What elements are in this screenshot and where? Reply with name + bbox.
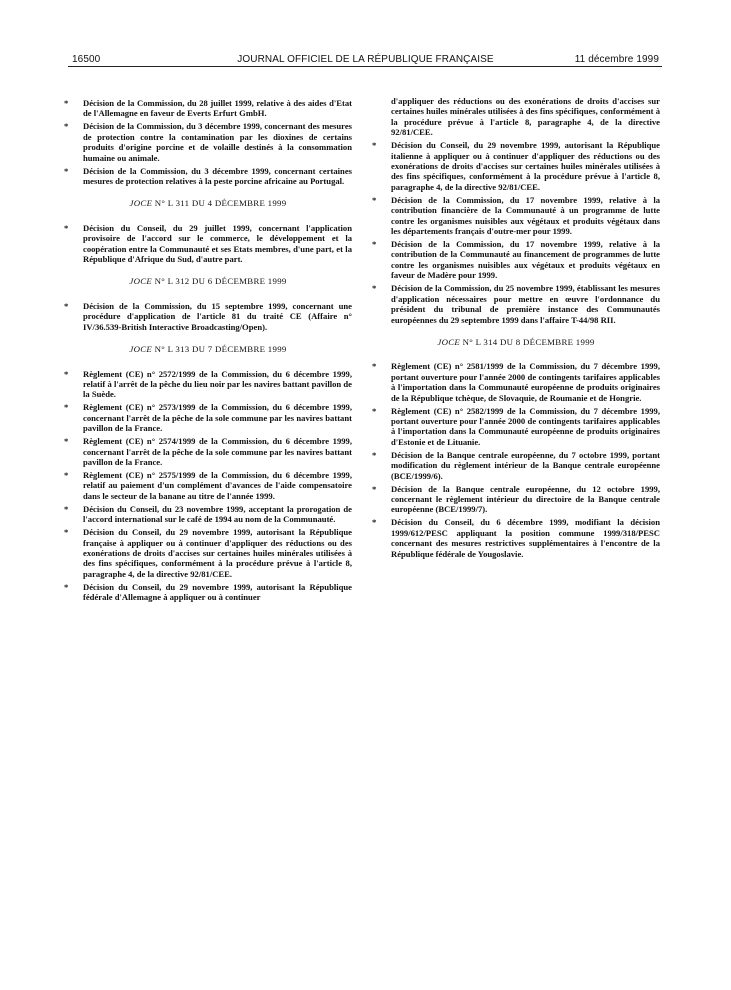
list-bullet: * bbox=[64, 436, 69, 447]
list-bullet: * bbox=[372, 483, 377, 494]
list-item bbox=[64, 98, 352, 119]
list-bullet: * bbox=[372, 194, 377, 205]
list-item bbox=[372, 361, 660, 403]
header-rule bbox=[68, 66, 662, 67]
list-item-text: Décision de la Commission, du 3 décembre 1999, concernant certaines mesures de protection relatives à la peste porcine africaine au Portugal. bbox=[83, 165, 352, 187]
list-item bbox=[64, 470, 352, 501]
section-heading bbox=[372, 337, 660, 347]
list-item-text: d'appliquer des réductions ou des exonérations de droits d'accises sur certaines huiles minérales utilisées à des fins spécifiques, conformément à la procédure prévue à l'article 8, paragraphe 4, de la directive 92/81/CEE. bbox=[391, 96, 660, 138]
list-bullet: * bbox=[372, 283, 377, 294]
list-item bbox=[372, 450, 660, 481]
list-bullet: * bbox=[372, 140, 377, 151]
list-item bbox=[372, 517, 660, 559]
section-heading bbox=[64, 198, 352, 208]
list-item bbox=[64, 436, 352, 467]
list-bullet: * bbox=[64, 503, 69, 514]
list-bullet: * bbox=[372, 449, 377, 460]
section-issue-label: N° L 313 DU 7 DÉCEMBRE 1999 bbox=[154, 344, 287, 355]
list-item-text: Décision de la Banque centrale européenne, du 7 octobre 1999, portant modification du règlement intérieur de la Banque centrale européenne (BCE/1999/6). bbox=[391, 449, 660, 481]
section-joce-label: JOCE bbox=[129, 276, 153, 287]
list-item bbox=[64, 504, 352, 525]
list-item bbox=[64, 223, 352, 265]
list-bullet: * bbox=[64, 300, 69, 311]
list-item-text: Décision du Conseil, du 23 novembre 1999, acceptant la prorogation de l'accord international sur le café de 1994 au nom de la Communauté. bbox=[83, 503, 352, 525]
list-item-text: Règlement (CE) n° 2572/1999 de la Commission, du 6 décembre 1999, relatif à l'arrêt de la pêche du lieu noir par les navires battant pavillon de la Suède. bbox=[83, 368, 352, 400]
list-bullet: * bbox=[64, 527, 69, 538]
section-issue-label: N° L 312 DU 6 DÉCEMBRE 1999 bbox=[154, 276, 287, 287]
section-issue-label: N° L 311 DU 4 DÉCEMBRE 1999 bbox=[154, 198, 287, 209]
list-bullet: * bbox=[372, 517, 377, 528]
list-item bbox=[64, 121, 352, 163]
list-item bbox=[64, 402, 352, 433]
list-item bbox=[64, 301, 352, 332]
section-heading bbox=[64, 344, 352, 354]
list-item-text: Décision du Conseil, du 29 novembre 1999, autorisant la République fédérale d'Allemagne à appliquer ou à continuer bbox=[83, 581, 352, 603]
list-item-text: Règlement (CE) n° 2582/1999 de la Commission, du 7 décembre 1999, portant ouverture pour l'année 2000 de contingents tarifaires applicables à l'importation dans la Communauté européenne de produits originaires d'Estonie et de Lituanie. bbox=[391, 405, 660, 447]
list-item-text: Décision de la Commission, du 15 septembre 1999, concernant une procédure d'application de l'article 81 du traité CE (Affaire n° IV/36.539-British Interactive Broadcasting/Open). bbox=[83, 300, 352, 332]
list-item-text: Décision du Conseil, du 6 décembre 1999, modifiant la décision 1999/612/PESC appliquant la position commune 1999/318/PESC concernant des mesures restrictives supplémentaires à l'encontre de la République fédérale de Yougoslavie. bbox=[391, 517, 660, 559]
section-heading bbox=[64, 276, 352, 286]
journal-title: JOURNAL OFFICIEL DE LA RÉPUBLIQUE FRANÇAISE bbox=[237, 54, 494, 65]
list-bullet: * bbox=[372, 405, 377, 416]
list-item-text: Décision de la Commission, du 17 novembre 1999, relative à la contribution financière de la Communauté à un programme de lutte contre les organismes nuisibles aux végétaux et produits végétaux dans les départements français d'outre-mer pour 1999. bbox=[391, 194, 660, 237]
list-item bbox=[64, 582, 352, 603]
list-item-text: Règlement (CE) n° 2581/1999 de la Commission, du 7 décembre 1999, portant ouverture pour l'année 2000 de contingents tarifaires applicables à l'importation dans la Communauté européenne de produits originaires de la République tchèque, de Slovaquie, de Roumanie et de Hongrie. bbox=[391, 361, 660, 403]
section-issue-label: N° L 314 DU 8 DÉCEMBRE 1999 bbox=[462, 336, 595, 347]
issue-date: 11 décembre 1999 bbox=[574, 54, 659, 65]
list-bullet: * bbox=[64, 581, 69, 592]
list-bullet: * bbox=[64, 222, 69, 233]
list-item bbox=[64, 369, 352, 400]
list-item bbox=[372, 239, 660, 281]
list-bullet: * bbox=[64, 98, 69, 108]
list-item bbox=[372, 96, 660, 138]
list-item bbox=[372, 283, 660, 325]
list-item bbox=[372, 195, 660, 237]
list-bullet: * bbox=[64, 469, 69, 480]
list-item-text: Décision de la Commission, du 3 décembre 1999, concernant des mesures de protection contre la contamination par les dioxines de certains produits d'origine porcine et de volaille destinés à la consommation humaine ou animale. bbox=[83, 121, 352, 163]
section-joce-label: JOCE bbox=[129, 198, 153, 209]
list-item-text: Décision du Conseil, du 29 novembre 1999, autorisant la République italienne à appliquer ou à continuer d'appliquer des réductions ou des exonérations de droits d'accises sur certaines huiles minérales utilisées à des fins spécifiques, conformément à la procédure prévue à l'article 8, paragraphe 4, de la directive 92/81/CEE. bbox=[391, 140, 660, 192]
section-joce-label: JOCE bbox=[437, 336, 461, 347]
list-item-text: Décision de la Commission, du 17 novembre 1999, relative à la contribution de la Communauté au financement de programmes de lutte contre les organismes nuisibles aux végétaux et produits végétaux en faveur de Madère pour 1999. bbox=[391, 239, 660, 281]
left-column bbox=[64, 98, 352, 605]
list-item-text: Décision du Conseil, du 29 novembre 1999, autorisant la République française à appliquer ou à continuer d'appliquer des réductions ou des exonérations de droits d'accises sur certaines huiles minérales utilisées à des fins spécifiques, conformément à la procédure prévue à l'article 8, paragraphe 4, de la directive 92/81/CEE. bbox=[83, 527, 352, 579]
list-item-text: Règlement (CE) n° 2575/1999 de la Commission, du 6 décembre 1999, relatif au paiement d'un complément d'avances de l'aide compensatoire dans le secteur de la banane au titre de l'année 1999. bbox=[83, 469, 352, 501]
list-bullet: * bbox=[64, 402, 69, 413]
list-bullet: * bbox=[372, 239, 377, 250]
list-item-text: Décision de la Commission, du 25 novembre 1999, établissant les mesures d'application nécessaires pour mettre en œuvre l'ordonnance du président du tribunal de première instance des Communautés européennes du 29 septembre 1999 dans l'affaire T-44/98 RII. bbox=[391, 283, 660, 325]
list-item-text: Décision de la Commission, du 28 juillet 1999, relative à des aides d'Etat de l'Allemagne en faveur de Everts Erfurt GmbH. bbox=[83, 98, 352, 119]
list-item-text: Règlement (CE) n° 2574/1999 de la Commission, du 6 décembre 1999, concernant l'arrêt de la pêche de la sole commune par les navires battant pavillon de la France. bbox=[83, 436, 352, 467]
list-bullet: * bbox=[372, 361, 377, 372]
list-item bbox=[372, 406, 660, 448]
list-item bbox=[372, 484, 660, 515]
list-item bbox=[64, 166, 352, 187]
page-number: 16500 bbox=[72, 54, 101, 65]
list-bullet: * bbox=[64, 121, 69, 132]
list-item-text: Décision du Conseil, du 29 juillet 1999, concernant l'application provisoire de l'accord sur le commerce, le développement et la coopération entre la Communauté et ses Etats membres, d'une part, et la République d'Afrique du Sud, d'autre part. bbox=[83, 222, 352, 265]
section-joce-label: JOCE bbox=[129, 344, 153, 355]
list-item bbox=[64, 527, 352, 579]
right-column bbox=[372, 96, 660, 562]
list-bullet: * bbox=[64, 165, 69, 176]
list-item-text: Règlement (CE) n° 2573/1999 de la Commission, du 6 décembre 1999, concernant l'arrêt de la pêche de la sole commune par les navires battant pavillon de la France. bbox=[83, 402, 352, 434]
list-item-text: Décision de la Banque centrale européenne, du 12 octobre 1999, concernant le règlement intérieur du directoire de la Banque centrale européenne (BCE/1999/7). bbox=[391, 483, 660, 515]
list-item bbox=[372, 140, 660, 192]
list-bullet: * bbox=[64, 368, 69, 379]
